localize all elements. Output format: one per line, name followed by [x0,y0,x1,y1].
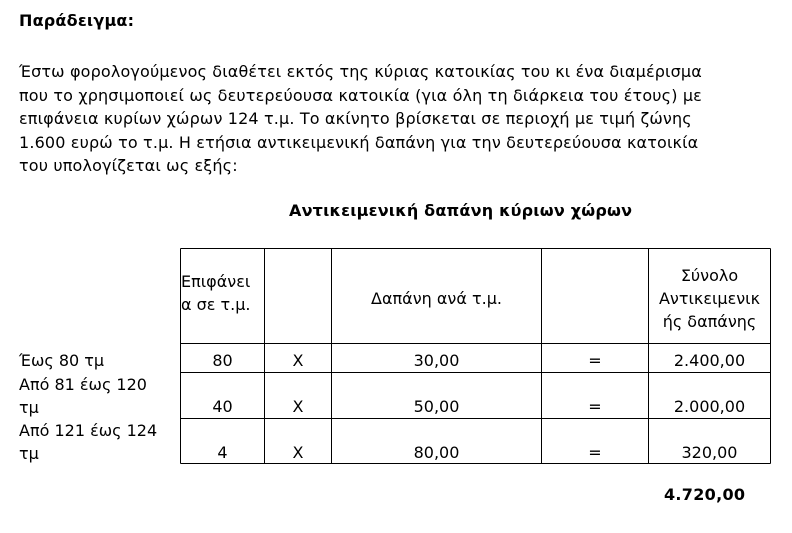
header-total: Σύνολο Αντικειμενικ ής δαπάνης [658,266,761,331]
grand-total: 4.720,00 [664,485,746,504]
page-heading: Παράδειγμα: [19,11,135,30]
example-paragraph: Έστω φορολογούμενος διαθέτει εκτός της κύριας κατοικίας του κι ένα διαμέρισμα που το χρησιμοποιεί ως δευτερεύουσα κατοικία (για όλη τη διάρκεια του έτους) με επιφάνεια κυρίων χώρων 124 τ.μ. Το ακίνητο βρίσκεται σε περιοχή με τιμή ζώνης 1.600 ευρώ το τ.μ. Η ετήσια αντικειμενική δαπάνη για την δευτερεύουσα κατοικία του υπολογίζεται ως εξής: [19,62,702,176]
row-total: 2.400,00 [673,351,746,370]
row-equals: = [588,397,602,416]
row-equals: = [588,351,602,370]
row-rate: 50,00 [413,397,460,416]
row-operator: Χ [292,443,304,462]
row-total: 320,00 [681,443,738,462]
row-label: Από 81 έως 120 τμ [19,375,147,417]
row-rate: 80,00 [413,443,460,462]
row-label: Έως 80 τμ [19,351,105,370]
row-area: 4 [217,443,228,462]
row-area: 80 [212,351,233,370]
row-label: Από 121 έως 124 τμ [19,421,158,463]
row-rate: 30,00 [413,351,460,370]
table-title: Αντικειμενική δαπάνη κύριων χώρων [289,201,633,220]
row-total: 2.000,00 [673,397,746,416]
row-operator: Χ [292,351,304,370]
row-area: 40 [212,397,233,416]
header-cost-per-sqm: Δαπάνη ανά τ.μ. [371,289,502,308]
row-operator: Χ [292,397,304,416]
row-equals: = [588,443,602,462]
header-area: Επιφάνει α σε τ.μ. [181,272,251,314]
